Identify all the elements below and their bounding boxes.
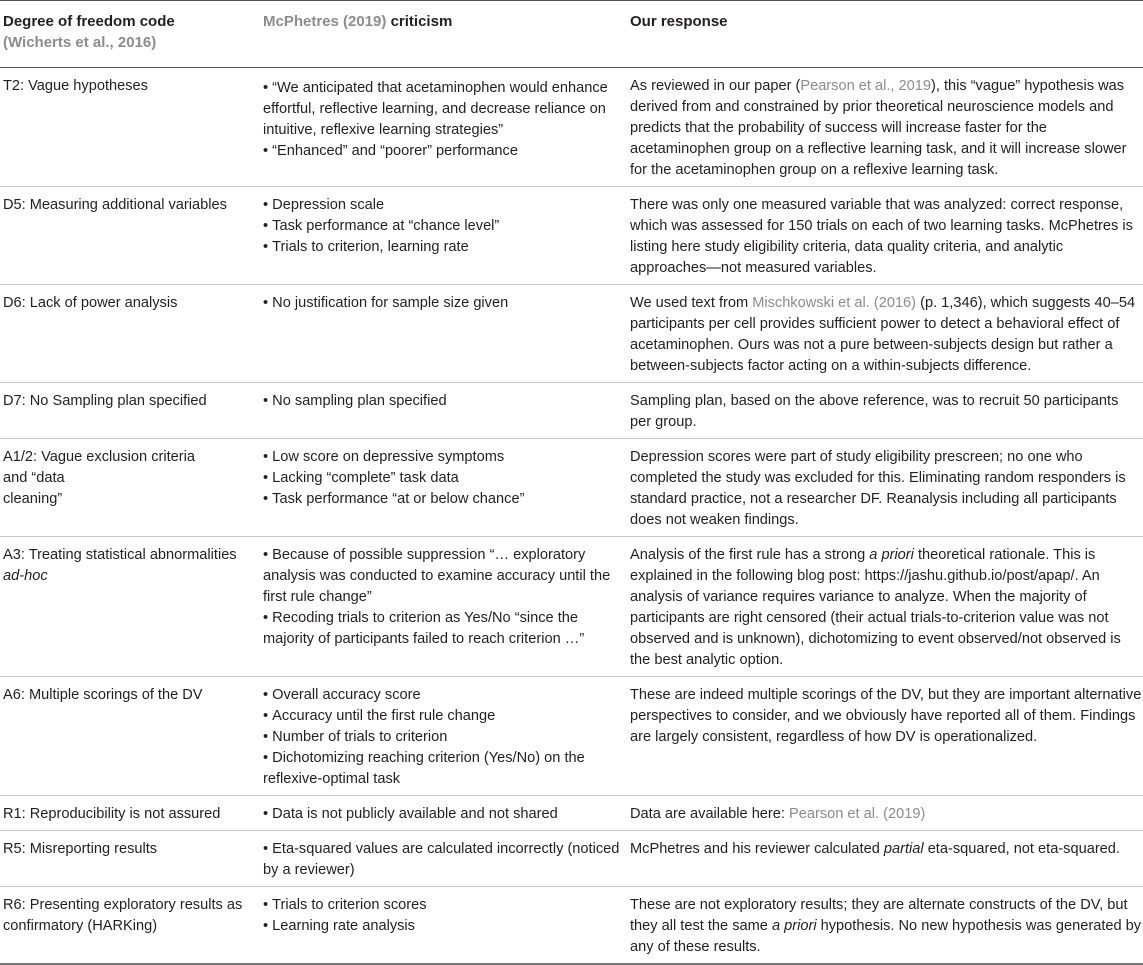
df-code-cell: D7: No Sampling plan specified [0,383,255,439]
response-cell: We used text from Mischkowski et al. (2016) (p. 1,346), which suggests 40–54 participants per cell provides sufficient power to detect a behavioral effect of acetaminophen. Ours was not a pure between-subjects design but rather a between-subjects factor acting on a within-subjects difference. [627,285,1143,383]
df-code-cell: A6: Multiple scorings of the DV [0,677,255,796]
table-row [0,537,1143,677]
citation-link[interactable]: Pearson et al., 2019 [800,78,931,94]
criticism-bullet: • Recoding trials to criterion as Yes/No “since the majority of participants failed to reach criterion …” [263,608,627,650]
criticism-bullet: • No justification for sample size given [263,293,627,314]
criticism-cell [255,383,627,439]
header-col1-citation[interactable]: (Wicherts et al., 2016) [3,34,157,51]
criticism-cell [255,887,627,965]
response-cell: Depression scores were part of study eligibility prescreen; no one who completed the study was excluded for this. Eliminating random responders is standard practice, not a researcher DF. Reanalysis including all participants does not weaken findings. [627,439,1143,537]
criticism-bullet: • Task performance “at or below chance” [263,489,627,510]
criticism-bullet: • No sampling plan specified [263,391,627,412]
response-cell: These are not exploratory results; they are alternate constructs of the DV, but they all test the same a priori hypothesis. No new hypothesis was generated by any of these results. [627,887,1143,965]
df-code-cell: A1/2: Vague exclusion criteria and “data cleaning” [0,439,255,537]
criticism-cell [255,285,627,383]
criticism-bullet: • Data is not publicly available and not shared [263,804,627,825]
citation-link[interactable]: Mischkowski et al. (2016) [752,295,917,311]
criticism-bullet: • Accuracy until the first rule change [263,706,627,727]
criticism-bullet: • Learning rate analysis [263,916,627,937]
table-row [0,285,1143,383]
criticism-cell [255,68,627,187]
table-row [0,187,1143,285]
table-row [0,677,1143,796]
df-code-cell: A3: Treating statistical abnormalities ad-hoc [0,537,255,677]
criticism-bullet: • “Enhanced” and “poorer” performance [263,141,627,162]
response-cell: Data are available here: Pearson et al. (2019) [627,796,1143,831]
criticism-bullet: • Task performance at “chance level” [263,216,627,237]
response-cell: Analysis of the first rule has a strong a priori theoretical rationale. This is explained in the following blog post: https://jashu.github.io/post/apap/. An analysis of variance requires variance to analyze. When the majority of participants are right censored (their actual trials-to-criterion value was not observed and is unknown), dichotomizing to event observed/not observed is the best analytic option. [627,537,1143,677]
criticism-bullet: • Because of possible suppression “… exploratory analysis was conducted to examine accuracy until the first rule change” [263,545,627,608]
table-row [0,68,1143,187]
header-row [0,1,1143,68]
response-cell: Sampling plan, based on the above reference, was to recruit 50 participants per group. [627,383,1143,439]
header-col2: McPhetres (2019) criticism [255,1,627,68]
df-code-cell: R6: Presenting exploratory results as confirmatory (HARKing) [0,887,255,965]
response-cell: McPhetres and his reviewer calculated partial eta-squared, not eta-squared. [627,831,1143,887]
header-col1: Degree of freedom code (Wicherts et al., 2016) [0,1,255,68]
criticism-cell [255,796,627,831]
response-cell: There was only one measured variable that was analyzed: correct response, which was assessed for 150 trials on each of two learning tasks. McPhetres is listing here study eligibility criteria, data quality criteria, and analytic approaches—not measured variables. [627,187,1143,285]
table-row [0,796,1143,831]
criticism-bullet: • Trials to criterion scores [263,895,627,916]
df-code-cell: D6: Lack of power analysis [0,285,255,383]
criticism-bullet: • Dichotomizing reaching criterion (Yes/No) on the reflexive-optimal task [263,748,627,790]
citation-link[interactable]: Pearson et al. (2019) [789,806,926,822]
table-row [0,831,1143,887]
df-code-cell: R1: Reproducibility is not assured [0,796,255,831]
criticism-bullet: • Low score on depressive symptoms [263,447,627,468]
criticism-cell [255,439,627,537]
header-col3: Our response [627,1,1143,68]
response-cell: As reviewed in our paper (Pearson et al., 2019), this “vague” hypothesis was derived from and constrained by prior theoretical neuroscience models and predicts that the probability of success will increase faster for the acetaminophen group on a reflective learning task, and it will increase slower for the acetaminophen group on a reflexive learning task. [627,68,1143,187]
df-code-cell: R5: Misreporting results [0,831,255,887]
table-row [0,383,1143,439]
criticism-cell [255,677,627,796]
criticism-bullet: • Eta-squared values are calculated incorrectly (noticed by a reviewer) [263,839,627,881]
criticism-bullet: • Depression scale [263,195,627,216]
response-cell: These are indeed multiple scorings of the DV, but they are important alternative perspectives to consider, and we obviously have reported all of them. Findings are largely consistent, regardless of how DV is operationalized. [627,677,1143,796]
criticism-bullet: • Overall accuracy score [263,685,627,706]
header-col2-citation[interactable]: McPhetres (2019) [263,13,387,30]
table-row [0,887,1143,965]
criticism-bullet: • Trials to criterion, learning rate [263,237,627,258]
table-row [0,439,1143,537]
df-code-cell: D5: Measuring additional variables [0,187,255,285]
criticism-bullet: • Number of trials to criterion [263,727,627,748]
criticism-cell [255,187,627,285]
criticism-cell [255,537,627,677]
df-code-cell: T2: Vague hypotheses [0,68,255,187]
criticism-bullet: • “We anticipated that acetaminophen would enhance effortful, reflective learning, and decrease reliance on intuitive, reflexive learning strategies” [263,78,627,141]
criticism-cell [255,831,627,887]
criticism-bullet: • Lacking “complete” task data [263,468,627,489]
